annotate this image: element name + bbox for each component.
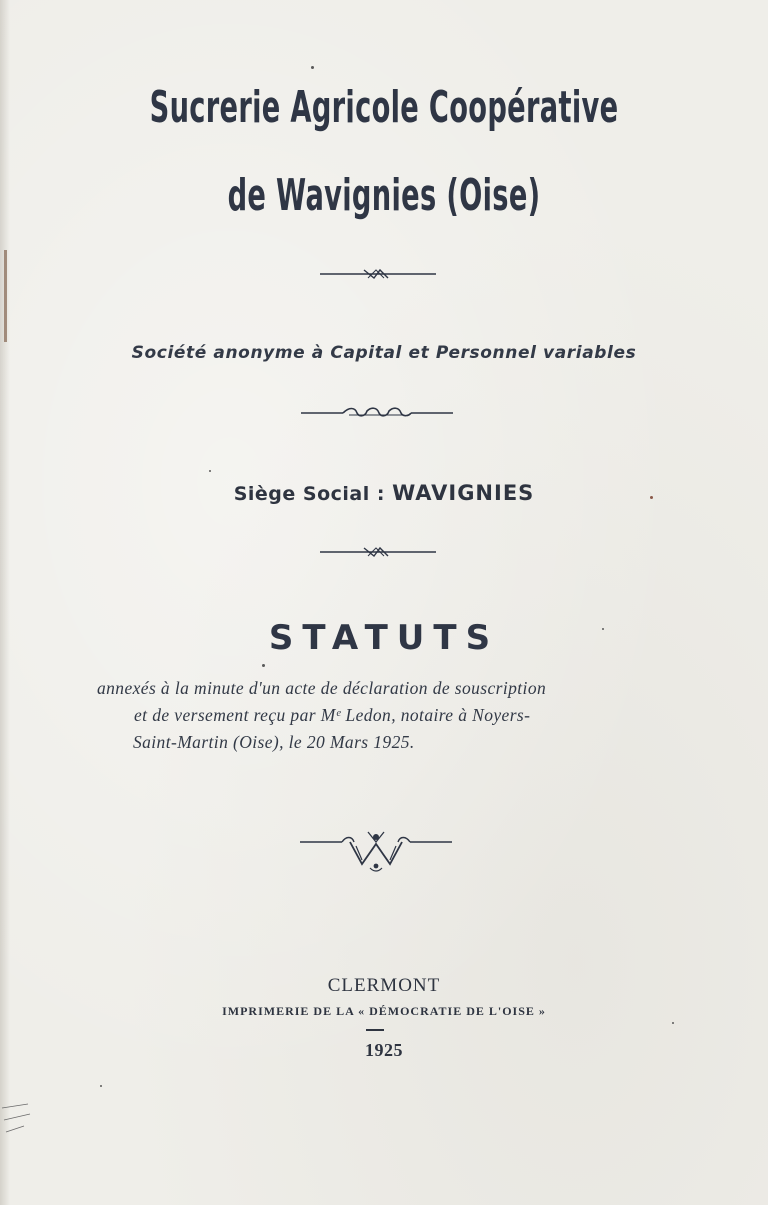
paper-speck	[100, 1085, 102, 1087]
statuts-heading: STATUTS	[268, 618, 500, 658]
paper-speck	[650, 496, 653, 499]
staple-mark	[4, 250, 7, 342]
year-rule	[366, 1029, 384, 1031]
imprint-city: CLERMONT	[327, 975, 441, 996]
registered-office	[0, 481, 768, 505]
corner-scribble	[0, 1090, 60, 1150]
paper-speck	[602, 628, 604, 630]
registered-office-value: WAVIGNIES	[392, 481, 535, 505]
company-subtitle: Société anonyme à Capital et Personnel variables	[131, 343, 637, 363]
ornament-rule-2	[299, 404, 455, 420]
statuts-line-1: annexés à la minute d'un acte de déclaration de souscription	[97, 678, 547, 698]
imprint-printer: IMPRIMERIE DE LA « DÉMOCRATIE DE L'OISE »	[222, 1004, 546, 1018]
statuts-line-2: et de versement reçu par Mᵉ Ledon, notaire à Noyers-	[134, 705, 531, 725]
ornament-rule-3	[318, 544, 438, 560]
fleuron-ornament	[298, 828, 454, 872]
paper-speck	[311, 66, 314, 69]
statuts-line-3: Saint-Martin (Oise), le 20 Mars 1925.	[133, 732, 415, 752]
title-line-2: de Wavignies (Oise)	[227, 170, 541, 221]
title-line-1: Sucrerie Agricole Coopérative	[149, 82, 619, 133]
registered-office-label: Siège Social :	[233, 483, 385, 505]
paper-speck	[262, 664, 265, 667]
ornament-rule-1	[318, 266, 438, 282]
paper-speck	[672, 1022, 674, 1024]
paper-edge-shadow	[0, 0, 10, 1205]
imprint-year: 1925	[365, 1040, 403, 1060]
paper-speck	[209, 470, 211, 472]
